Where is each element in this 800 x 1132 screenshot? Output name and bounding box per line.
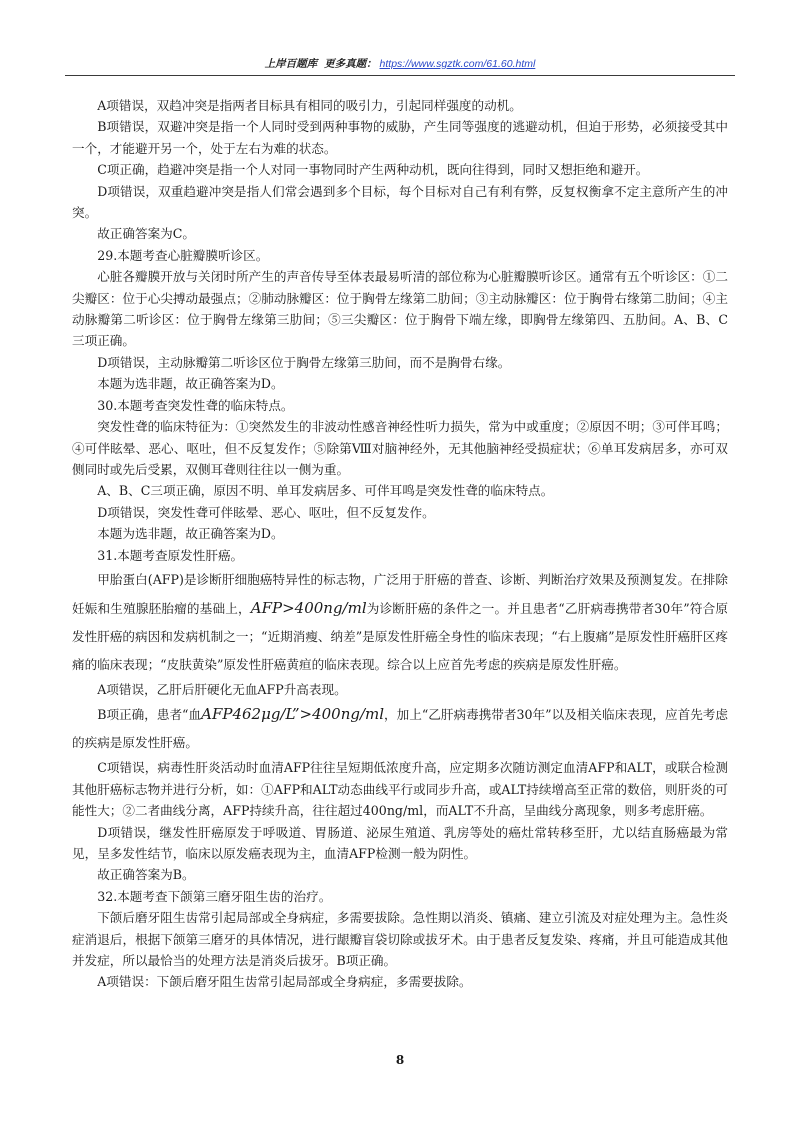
paragraph: A项错误，乙肝后肝硬化无血AFP升高表现。 (97, 681, 347, 697)
paragraph: C项错误，病毒性肝炎活动时血清AFP往往呈短期低浓度升高，应定期多次随访测定血清AFP和ALT，或联合检测其他肝癌标志物并进行分析，如：①AFP和ALT动态曲线平行或同步升高，或ALT持续增高至正常的数倍，则肝炎的可能性大；②二者曲线分离，AFP持续升高，往往超过400ng/ml，而ALT不升高，呈曲线分离现象，则多考虑肝癌。 (72, 760, 728, 819)
paragraph: A项错误，双趋冲突是指两者目标具有相同的吸引力，引起同样强度的动机。 (97, 98, 522, 113)
option-b-text-2: ，加上“乙肝病毒携带者30年”以及相关临床表现，应首先考虑的疾病是原发性肝癌。 (72, 707, 728, 751)
paragraph: 故正确答案为C。 (97, 226, 195, 242)
page-number: 8 (395, 1053, 405, 1067)
paragraph: D项错误，突发性聋可伴眩晕、恶心、呕吐，但不反复发作。 (97, 504, 435, 520)
paragraph: B项错误，双避冲突是指一个人同时受到两种事物的威胁，产生同等强度的逃避动机，但迫于形势，必须接受其中一个，才能避开另一个，处于左右为难的状态。 (72, 119, 728, 156)
paragraph: C项正确，趋避冲突是指一个人对同一事物同时产生两种动机，既向往得到，同时又想拒绝和避开。 (97, 162, 649, 178)
paragraph: D项错误，双重趋避冲突是指人们常会遇到多个目标，每个目标对自己有利有弊，反复权衡拿不定主意所产生的冲突。 (72, 183, 728, 221)
afp-formula: AFP>400ng/ml (250, 598, 367, 617)
paragraph: A、B、C三项正确，原因不明、单耳发病居多、可伴耳鸣是突发性聋的临床特点。 (97, 483, 554, 499)
question-heading: 32.本题考查下颌第三磨牙阻生齿的治疗。 (97, 888, 332, 904)
header-divider (65, 75, 735, 76)
option-b-text-1: B项正确，患者“血 (97, 707, 202, 723)
paragraph: A项错误：下颌后磨牙阻生齿常引起局部或全身病症，多需要拔除。 (97, 974, 472, 990)
option-b-formula: AFP462μg/L”>400ng/ml (201, 705, 385, 724)
header-link[interactable]: https://www.sgztk.com/61.60.html (379, 58, 536, 70)
afp-paragraph (72, 566, 728, 679)
page-body (72, 95, 728, 993)
paragraph: 故正确答案为B。 (97, 867, 195, 883)
site-brand: 上岸百题库 (264, 58, 318, 70)
more-questions-label: 更多真题： (324, 58, 377, 70)
question-heading: 30.本题考查突发性聋的临床特点。 (97, 397, 294, 413)
paragraph: 下颌后磨牙阻生齿常引起局部或全身病症，多需要拔除。急性期以消炎、镇痛、建立引流及对症处理为主。急性炎症消退后，根据下颌第三磨牙的具体情况，进行龈瓣盲袋切除或拔牙术。由于患者反复发染、疼痛，并且可能造成其他并发症，所以最恰当的处理方法是消炎后拔牙。B项正确。 (72, 910, 728, 968)
page-header (0, 56, 800, 71)
question-heading: 31.本题考查原发性肝癌。 (97, 547, 244, 563)
option-b-paragraph (72, 700, 728, 757)
afp-text-2: 为诊断肝癌的条件之一。并且患者“乙肝病毒携带者30年”符合原发性肝癌的病因和发病机制之一；“近期消瘦、纳差”是原发性肝癌全身性的临床表现；“右上腹痛”是原发性肝癌肝区疼痛的临床表现；“皮肤黄染”原发性肝癌黄疸的临床表现。综合以上应首先考虑的疾病是原发性肝癌。 (72, 600, 729, 672)
paragraph: 心脏各瓣膜开放与关闭时所产生的声音传导至体表最易听清的部位称为心脏瓣膜听诊区。通常有五个听诊区：①二尖瓣区：位于心尖搏动最强点；②肺动脉瓣区：位于胸骨左缘第二肋间；③主动脉瓣区：位于胸骨右缘第二肋间；④主动脉瓣第二听诊区：位于胸骨左缘第三肋间；⑤三尖瓣区：位于胸骨下端左缘，即胸骨左缘第四、五肋间。A、B、C三项正确。 (72, 269, 728, 349)
afp-text-1: 甲胎蛋白(AFP)是诊断肝细胞癌特异性的标志物，广泛用于肝癌的普查、诊断、判断治疗效果及预测复发。在排除妊娠和生殖腺胚胎瘤的基础上， (72, 571, 728, 616)
paragraph: D项错误，主动脉瓣第二听诊区位于胸骨左缘第三肋间，而不是胸骨右缘。 (97, 354, 511, 370)
paragraph: D项错误，继发性肝癌原发于呼吸道、胃肠道、泌尿生殖道、乳房等处的癌灶常转移至肝，尤以结直肠癌最为常见，呈多发性结节，临床以原发癌表现为主，血清AFP检测一般为阴性。 (72, 824, 728, 861)
paragraph: 本题为选非题，故正确答案为D。 (97, 376, 284, 392)
paragraph: 突发性聋的临床特征为：①突然发生的非波动性感音神经性听力损失，常为中或重度；②原因不明；③可伴耳鸣；④可伴眩晕、恶心、呕吐，但不反复发作；⑤除第Ⅷ对脑神经外，无其他脑神经受损症状；⑥单耳发病居多，亦可双侧同时或先后受累，双侧耳聋则往往以一侧为重。 (72, 419, 728, 477)
paragraph: 本题为选非题，故正确答案为D。 (97, 526, 284, 542)
question-heading: 29.本题考查心脏瓣膜听诊区。 (97, 247, 269, 263)
